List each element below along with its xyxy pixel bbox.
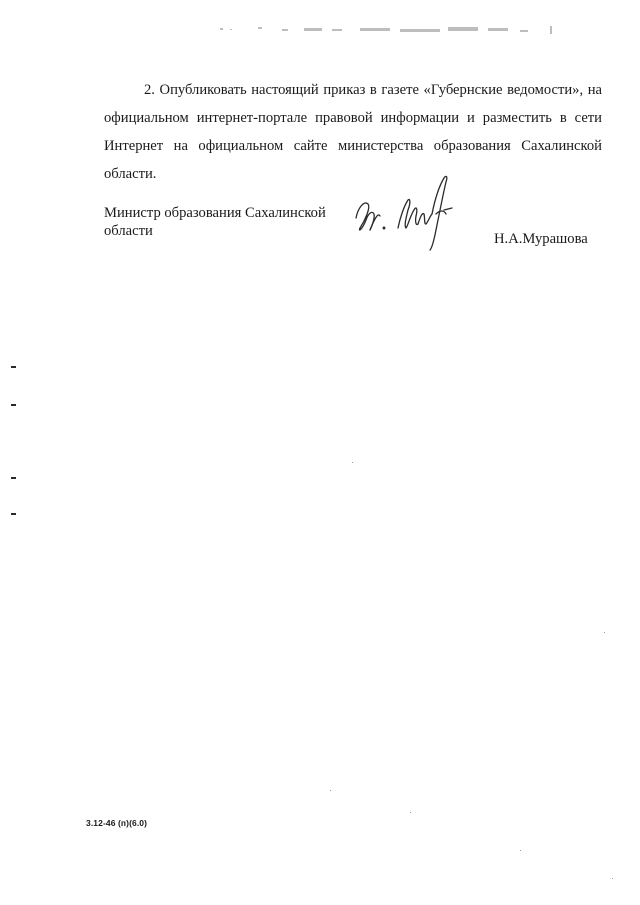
signatory-title: [104, 204, 344, 240]
margin-mark: [11, 513, 16, 515]
margin-mark: [11, 366, 16, 368]
signatory-title-line-2: области: [104, 223, 153, 239]
scan-speck: [330, 790, 331, 791]
handwritten-signature: [348, 170, 468, 252]
scan-speck: [352, 462, 353, 463]
scan-speck: [410, 812, 411, 813]
margin-mark: [11, 404, 16, 406]
scan-noise-top: [220, 22, 565, 38]
scan-speck: [612, 878, 613, 879]
signatory-title-line-1: Министр образования Сахалинской: [104, 205, 326, 221]
scan-speck: [604, 632, 605, 633]
margin-mark: [11, 477, 16, 479]
paragraph-publication-order: 2. Опубликовать настоящий приказ в газете «Губернские ведомости», на официальном интернет-портале правовой информации и разместить в сети Интернет на официальном сайте министерства образования Сахалинской области.: [104, 82, 602, 182]
document-code: 3.12-46 (п)(6.0): [86, 818, 148, 828]
scan-speck: [520, 850, 521, 851]
signer-name: Н.А.Мурашова: [494, 231, 588, 247]
